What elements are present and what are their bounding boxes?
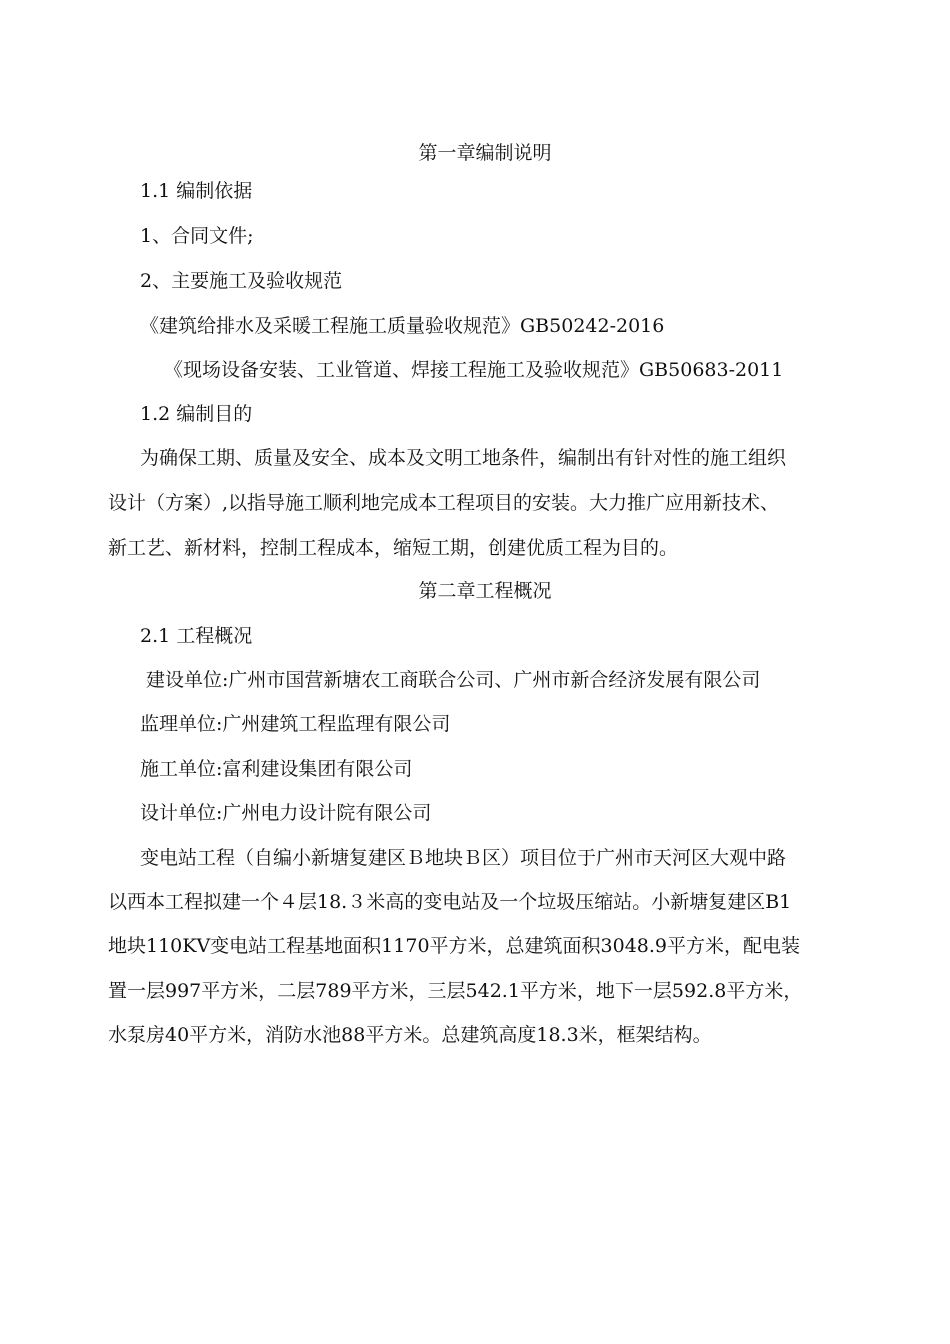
purpose-line-1: 为确保工期、质量及安全、成本及文明工地条件，编制出有针对性的施工组织 xyxy=(140,447,787,469)
list-item-standards: 2、主要施工及验收规范 xyxy=(140,270,343,292)
description-line-2: 以西本工程拟建一个４层18.３米高的变电站及一个垃圾压缩站。小新塘复建区B1 xyxy=(108,891,792,913)
chapter-1-title: 第一章编制说明 xyxy=(418,142,552,164)
section-2-1-heading: 2.1 工程概况 xyxy=(140,625,253,647)
description-line-5: 水泵房40平方米，消防水池88平方米。总建筑高度18.3米，框架结构。 xyxy=(108,1024,712,1046)
description-line-3: 地块110KV变电站工程基地面积1170平方米，总建筑面积3048.9平方米，配电装 xyxy=(108,935,801,957)
section-1-2-heading: 1.2 编制目的 xyxy=(140,403,253,425)
supervisor-unit: 监理单位:广州建筑工程监理有限公司 xyxy=(140,713,451,735)
contractor-unit: 施工单位:富利建设集团有限公司 xyxy=(140,758,413,780)
purpose-line-3: 新工艺、新材料，控制工程成本，缩短工期，创建优质工程为目的。 xyxy=(108,537,679,559)
purpose-line-2: 设计（方案）,以指导施工顺利地完成本工程项目的安装。大力推广应用新技术、 xyxy=(108,492,780,514)
list-item-contract: 1、合同文件; xyxy=(140,225,254,247)
chapter-2-title: 第二章工程概况 xyxy=(418,580,552,602)
description-line-1: 变电站工程（自编小新塘复建区Ｂ地块Ｂ区）项目位于广州市天河区大观中路 xyxy=(140,847,787,869)
standard-gb50242: 《建筑给排水及采暖工程施工质量验收规范》GB50242-2016 xyxy=(140,315,665,337)
designer-unit: 设计单位:广州电力设计院有限公司 xyxy=(140,802,432,824)
section-1-1-heading: 1.1 编制依据 xyxy=(140,180,253,202)
description-line-4: 置一层997平方米，二层789平方米，三层542.1平方米，地下一层592.8平方米， xyxy=(108,980,803,1002)
builder-unit: 建设单位:广州市国营新塘农工商联合公司、广州市新合经济发展有限公司 xyxy=(146,669,761,691)
standard-gb50683: 《现场设备安装、工业管道、焊接工程施工及验收规范》GB50683-2011 xyxy=(164,359,784,381)
